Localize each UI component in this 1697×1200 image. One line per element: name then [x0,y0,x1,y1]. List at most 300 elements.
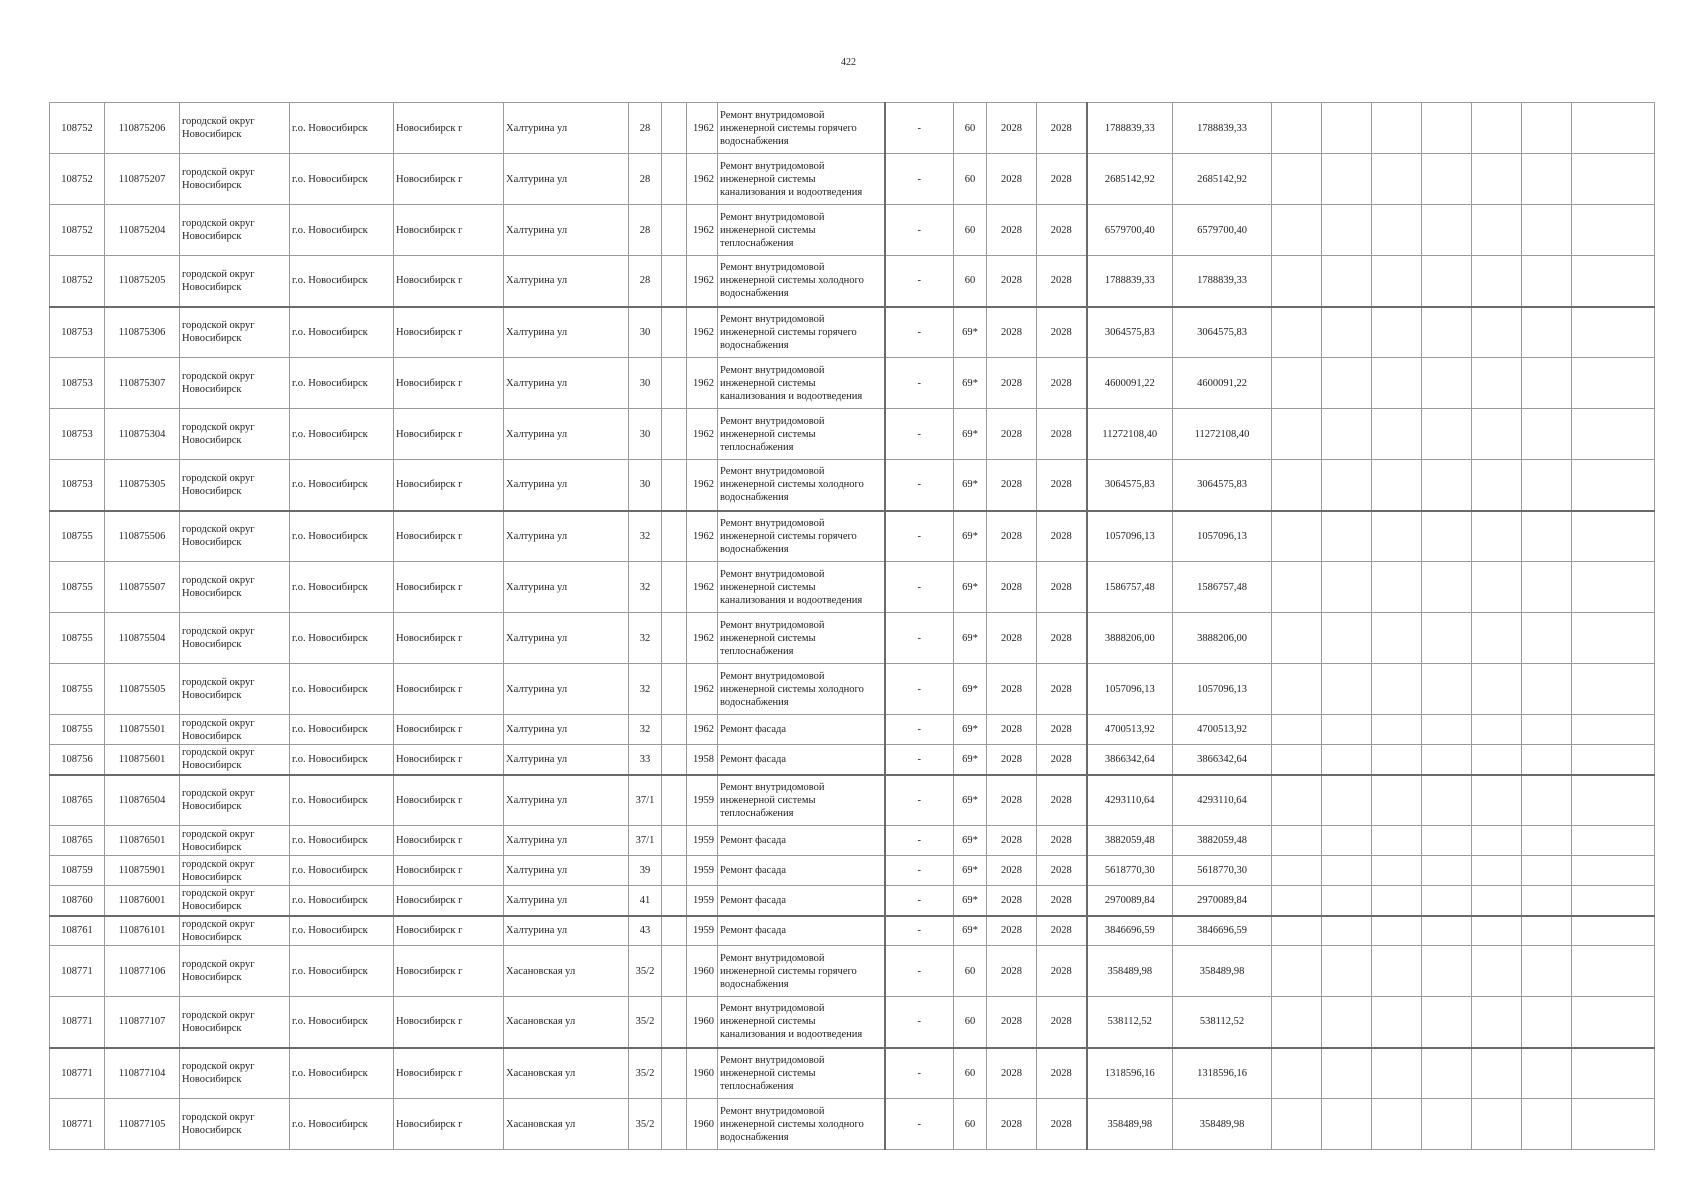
empty-cell [1522,562,1572,613]
empty-cell [1322,826,1372,856]
build-year: 1962 [687,358,718,409]
empty-cell [1272,307,1322,358]
house-number: 33 [629,745,662,775]
table-row [50,856,1655,886]
empty-cell [1522,1099,1572,1150]
municipality: городской округ Новосибирск [180,205,290,256]
row-id: 108756 [50,745,105,775]
repair-year: 2028 [1037,1099,1087,1150]
city: Новосибирск г [394,1048,504,1099]
municipality: городской округ Новосибирск [180,256,290,307]
empty-cell [1422,826,1472,856]
empty-cell [1422,409,1472,460]
empty-cell [1272,154,1322,205]
repair-year: 2028 [1037,997,1087,1048]
build-year: 1962 [687,409,718,460]
empty-cell [1272,856,1322,886]
empty-cell [1272,358,1322,409]
empty-cell [1572,946,1655,997]
build-year: 1962 [687,562,718,613]
object-code: 110875307 [105,358,180,409]
empty-cell [1572,409,1655,460]
empty-cell [1372,856,1422,886]
empty-cell [1572,1099,1655,1150]
district: г.о. Новосибирск [290,205,394,256]
service-term: 69* [954,460,987,511]
house-number: 35/2 [629,1048,662,1099]
repair-year: 2028 [1037,664,1087,715]
empty-cell [662,946,687,997]
district: г.о. Новосибирск [290,613,394,664]
house-number: 37/1 [629,775,662,826]
cost: 3064575,83 [1087,460,1173,511]
empty-cell [1472,154,1522,205]
service-term: 60 [954,256,987,307]
plan-year: 2028 [987,103,1037,154]
district: г.о. Новосибирск [290,775,394,826]
empty-cell [1472,997,1522,1048]
city: Новосибирск г [394,1099,504,1150]
empty-cell [662,613,687,664]
city: Новосибирск г [394,856,504,886]
work-type: Ремонт фасада [718,715,885,745]
work-type: Ремонт внутридомовой инженерной системы холодного водоснабжения [718,256,885,307]
empty-cell [1322,1048,1372,1099]
work-type: Ремонт внутридомовой инженерной системы теплоснабжения [718,613,885,664]
object-code: 110876501 [105,826,180,856]
street: Халтурина ул [504,409,629,460]
city: Новосибирск г [394,307,504,358]
empty-cell [1372,562,1422,613]
city: Новосибирск г [394,409,504,460]
city: Новосибирск г [394,916,504,946]
work-type: Ремонт внутридомовой инженерной системы холодного водоснабжения [718,664,885,715]
service-term: 60 [954,205,987,256]
empty-cell [662,103,687,154]
empty-cell [1572,745,1655,775]
empty-cell [1522,997,1572,1048]
service-term: 69* [954,664,987,715]
row-id: 108771 [50,997,105,1048]
empty-cell [662,358,687,409]
municipality: городской округ Новосибирск [180,715,290,745]
table-row [50,1099,1655,1150]
empty-cell [1422,997,1472,1048]
empty-cell [1272,103,1322,154]
plan-year: 2028 [987,775,1037,826]
municipality: городской округ Новосибирск [180,997,290,1048]
total-cost: 358489,98 [1173,1099,1272,1150]
cost: 4600091,22 [1087,358,1173,409]
empty-cell [1322,664,1372,715]
build-year: 1960 [687,1048,718,1099]
house-number: 30 [629,460,662,511]
empty-cell [1522,856,1572,886]
work-type: Ремонт внутридомовой инженерной системы канализования и водоотведения [718,997,885,1048]
page-number: 422 [841,57,856,68]
row-id: 108755 [50,562,105,613]
street: Халтурина ул [504,886,629,916]
work-type: Ремонт внутридомовой инженерной системы горячего водоснабжения [718,946,885,997]
service-term: 69* [954,715,987,745]
empty-cell [1422,511,1472,562]
empty-cell [1322,511,1372,562]
cost: 538112,52 [1087,997,1173,1048]
object-code: 110875207 [105,154,180,205]
empty-cell [1422,664,1472,715]
empty-cell [1522,1048,1572,1099]
table-row [50,613,1655,664]
plan-year: 2028 [987,256,1037,307]
house-number: 28 [629,256,662,307]
empty-cell [1472,358,1522,409]
empty-cell [1272,205,1322,256]
object-code: 110875305 [105,460,180,511]
empty-cell [1322,715,1372,745]
repair-year: 2028 [1037,745,1087,775]
empty-cell [1422,1048,1472,1099]
plan-year: 2028 [987,460,1037,511]
empty-cell [1572,715,1655,745]
row-id: 108755 [50,664,105,715]
build-year: 1962 [687,205,718,256]
street: Хасановская ул [504,1099,629,1150]
plan-year: 2028 [987,307,1037,358]
empty-cell [662,886,687,916]
object-code: 110875306 [105,307,180,358]
street: Халтурина ул [504,562,629,613]
row-id: 108753 [50,460,105,511]
build-year: 1959 [687,826,718,856]
plan-year: 2028 [987,562,1037,613]
object-code: 110875205 [105,256,180,307]
empty-cell [1422,916,1472,946]
dash-cell: - [885,103,954,154]
empty-cell [1272,997,1322,1048]
empty-cell [1522,715,1572,745]
city: Новосибирск г [394,946,504,997]
empty-cell [1372,886,1422,916]
house-number: 32 [629,664,662,715]
cost: 1586757,48 [1087,562,1173,613]
district: г.о. Новосибирск [290,307,394,358]
table-row [50,154,1655,205]
empty-cell [1522,826,1572,856]
service-term: 60 [954,946,987,997]
table-row [50,511,1655,562]
total-cost: 358489,98 [1173,946,1272,997]
plan-year: 2028 [987,511,1037,562]
plan-year: 2028 [987,1099,1037,1150]
district: г.о. Новосибирск [290,103,394,154]
repair-year: 2028 [1037,886,1087,916]
work-type: Ремонт внутридомовой инженерной системы теплоснабжения [718,1048,885,1099]
street: Хасановская ул [504,946,629,997]
city: Новосибирск г [394,715,504,745]
row-id: 108753 [50,409,105,460]
table-row [50,358,1655,409]
empty-cell [1572,856,1655,886]
street: Халтурина ул [504,775,629,826]
cost: 1788839,33 [1087,103,1173,154]
empty-cell [1572,886,1655,916]
empty-cell [662,460,687,511]
city: Новосибирск г [394,256,504,307]
row-id: 108760 [50,886,105,916]
row-id: 108752 [50,154,105,205]
empty-cell [1322,460,1372,511]
empty-cell [1572,511,1655,562]
empty-cell [1472,745,1522,775]
empty-cell [1572,826,1655,856]
capital-repair-register-table [49,102,1655,1150]
municipality: городской округ Новосибирск [180,916,290,946]
empty-cell [1472,409,1522,460]
empty-cell [1472,916,1522,946]
street: Халтурина ул [504,916,629,946]
district: г.о. Новосибирск [290,946,394,997]
object-code: 110876504 [105,775,180,826]
municipality: городской округ Новосибирск [180,1048,290,1099]
street: Халтурина ул [504,715,629,745]
plan-year: 2028 [987,946,1037,997]
work-type: Ремонт внутридомовой инженерной системы холодного водоснабжения [718,1099,885,1150]
cost: 4293110,64 [1087,775,1173,826]
repair-year: 2028 [1037,562,1087,613]
dash-cell: - [885,856,954,886]
row-id: 108752 [50,205,105,256]
work-type: Ремонт внутридомовой инженерной системы теплоснабжения [718,775,885,826]
empty-cell [1272,664,1322,715]
work-type: Ремонт внутридомовой инженерной системы горячего водоснабжения [718,103,885,154]
empty-cell [1522,358,1572,409]
empty-cell [1522,613,1572,664]
empty-cell [1522,664,1572,715]
table-row [50,826,1655,856]
house-number: 41 [629,886,662,916]
dash-cell: - [885,775,954,826]
row-id: 108761 [50,916,105,946]
house-number: 35/2 [629,946,662,997]
empty-cell [662,715,687,745]
empty-cell [1422,460,1472,511]
repair-year: 2028 [1037,856,1087,886]
empty-cell [1422,946,1472,997]
empty-cell [1272,1099,1322,1150]
house-number: 30 [629,307,662,358]
dash-cell: - [885,715,954,745]
table-row [50,103,1655,154]
object-code: 110875505 [105,664,180,715]
house-number: 32 [629,613,662,664]
empty-cell [1472,307,1522,358]
object-code: 110875601 [105,745,180,775]
empty-cell [1322,205,1372,256]
empty-cell [1522,460,1572,511]
build-year: 1960 [687,997,718,1048]
empty-cell [662,256,687,307]
total-cost: 6579700,40 [1173,205,1272,256]
district: г.о. Новосибирск [290,460,394,511]
table-row [50,715,1655,745]
table-row [50,562,1655,613]
build-year: 1962 [687,664,718,715]
district: г.о. Новосибирск [290,409,394,460]
service-term: 69* [954,511,987,562]
dash-cell: - [885,307,954,358]
empty-cell [662,154,687,205]
cost: 2970089,84 [1087,886,1173,916]
cost: 1318596,16 [1087,1048,1173,1099]
municipality: городской округ Новосибирск [180,886,290,916]
empty-cell [1422,358,1472,409]
street: Халтурина ул [504,856,629,886]
dash-cell: - [885,613,954,664]
empty-cell [1372,460,1422,511]
street: Халтурина ул [504,664,629,715]
plan-year: 2028 [987,886,1037,916]
dash-cell: - [885,826,954,856]
dash-cell: - [885,256,954,307]
repair-year: 2028 [1037,715,1087,745]
cost: 2685142,92 [1087,154,1173,205]
total-cost: 3846696,59 [1173,916,1272,946]
empty-cell [1472,856,1522,886]
empty-cell [1372,775,1422,826]
work-type: Ремонт внутридомовой инженерной системы теплоснабжения [718,409,885,460]
service-term: 69* [954,856,987,886]
object-code: 110875501 [105,715,180,745]
plan-year: 2028 [987,358,1037,409]
plan-year: 2028 [987,856,1037,886]
total-cost: 3882059,48 [1173,826,1272,856]
empty-cell [1322,307,1372,358]
municipality: городской округ Новосибирск [180,826,290,856]
empty-cell [1422,256,1472,307]
repair-year: 2028 [1037,916,1087,946]
house-number: 35/2 [629,1099,662,1150]
empty-cell [1522,886,1572,916]
empty-cell [1372,826,1422,856]
city: Новосибирск г [394,460,504,511]
total-cost: 1586757,48 [1173,562,1272,613]
municipality: городской округ Новосибирск [180,511,290,562]
plan-year: 2028 [987,745,1037,775]
empty-cell [1572,154,1655,205]
empty-cell [1472,826,1522,856]
house-number: 32 [629,562,662,613]
row-id: 108755 [50,511,105,562]
work-type: Ремонт фасада [718,826,885,856]
total-cost: 4293110,64 [1173,775,1272,826]
empty-cell [1322,946,1372,997]
object-code: 110875901 [105,856,180,886]
empty-cell [1322,409,1372,460]
total-cost: 4700513,92 [1173,715,1272,745]
empty-cell [662,916,687,946]
house-number: 43 [629,916,662,946]
object-code: 110875504 [105,613,180,664]
municipality: городской округ Новосибирск [180,307,290,358]
repair-year: 2028 [1037,154,1087,205]
house-number: 28 [629,103,662,154]
repair-year: 2028 [1037,103,1087,154]
dash-cell: - [885,562,954,613]
repair-year: 2028 [1037,256,1087,307]
empty-cell [1472,886,1522,916]
empty-cell [1272,256,1322,307]
city: Новосибирск г [394,997,504,1048]
empty-cell [1472,715,1522,745]
table-row [50,256,1655,307]
build-year: 1962 [687,307,718,358]
object-code: 110875206 [105,103,180,154]
service-term: 60 [954,103,987,154]
dash-cell: - [885,997,954,1048]
work-type: Ремонт фасада [718,916,885,946]
repair-year: 2028 [1037,205,1087,256]
city: Новосибирск г [394,511,504,562]
district: г.о. Новосибирск [290,826,394,856]
empty-cell [1272,511,1322,562]
row-id: 108753 [50,358,105,409]
house-number: 28 [629,154,662,205]
plan-year: 2028 [987,916,1037,946]
cost: 11272108,40 [1087,409,1173,460]
build-year: 1962 [687,154,718,205]
dash-cell: - [885,460,954,511]
empty-cell [662,997,687,1048]
object-code: 110875506 [105,511,180,562]
empty-cell [1272,460,1322,511]
district: г.о. Новосибирск [290,1099,394,1150]
service-term: 69* [954,613,987,664]
empty-cell [1272,715,1322,745]
cost: 3888206,00 [1087,613,1173,664]
empty-cell [1372,946,1422,997]
empty-cell [1572,103,1655,154]
empty-cell [1322,613,1372,664]
municipality: городской округ Новосибирск [180,664,290,715]
work-type: Ремонт фасада [718,745,885,775]
dash-cell: - [885,358,954,409]
dash-cell: - [885,205,954,256]
service-term: 69* [954,307,987,358]
empty-cell [1372,511,1422,562]
table-row [50,664,1655,715]
empty-cell [1572,997,1655,1048]
dash-cell: - [885,664,954,715]
total-cost: 3888206,00 [1173,613,1272,664]
district: г.о. Новосибирск [290,997,394,1048]
table-row [50,946,1655,997]
service-term: 60 [954,1048,987,1099]
empty-cell [1322,154,1372,205]
city: Новосибирск г [394,826,504,856]
street: Халтурина ул [504,460,629,511]
municipality: городской округ Новосибирск [180,460,290,511]
empty-cell [1322,775,1372,826]
dash-cell: - [885,409,954,460]
empty-cell [1422,775,1472,826]
empty-cell [1522,256,1572,307]
table-row [50,205,1655,256]
municipality: городской округ Новосибирск [180,409,290,460]
empty-cell [662,1048,687,1099]
row-id: 108753 [50,307,105,358]
street: Халтурина ул [504,307,629,358]
empty-cell [662,745,687,775]
